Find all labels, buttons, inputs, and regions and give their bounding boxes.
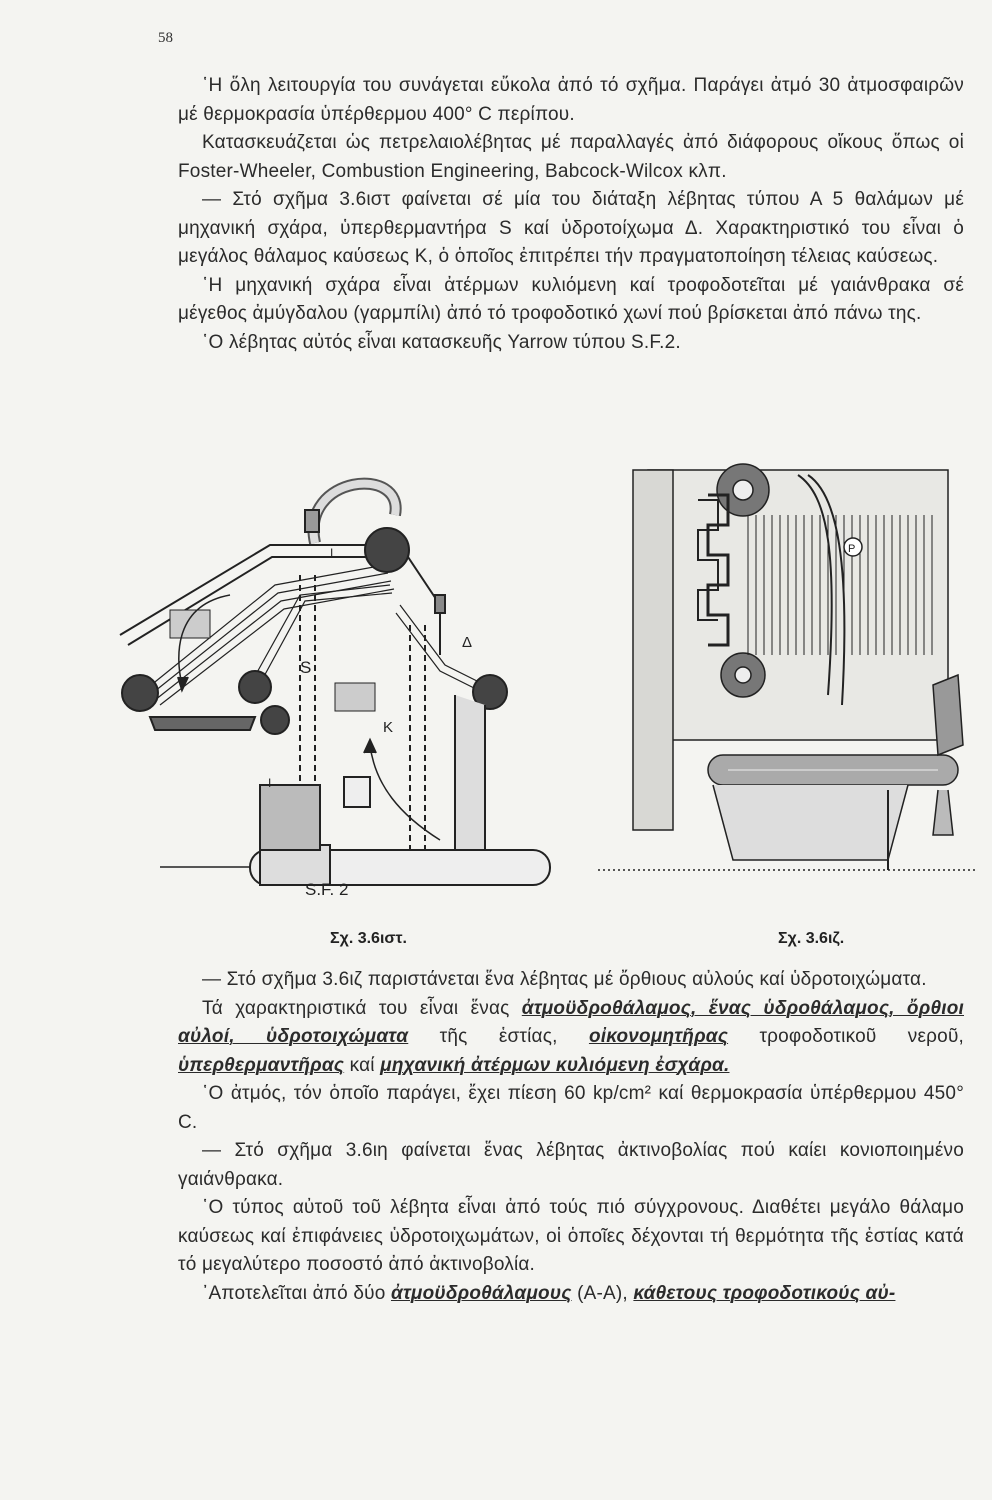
caption-figure-3-6ist: Σχ. 3.6ιστ. (330, 930, 407, 947)
paragraph-figure-3-6ist: — Στό σχῆμα 3.6ιστ φαίνεται σέ μία του διάταξη λέβητας τύπου Α 5 θαλάμων μέ μηχανική σχάρα, ὑπερθερμαντήρα S καί ὑδροτοίχωμα Δ. Χαρακτηριστικό του εἶναι ὁ μεγάλος θάλαμος καύσεως Κ, ὁ ὁποῖος ἐπιτρέπει τήν πραγματοποίηση τέλειας καύσεως. (178, 189, 964, 267)
paragraph-composition (178, 1280, 964, 1309)
text-run: τῆς ἑστίας, (408, 1026, 589, 1047)
emphasis-feed-tubes: κάθετους τροφοδοτικούς αὐ- (633, 1282, 896, 1304)
bottom-text-block (178, 966, 964, 1308)
label-marker-top: I (330, 546, 334, 560)
paragraph-figure-3-6ih: — Στό σχῆμα 3.6ιη φαίνεται ἕνας λέβητας ἀκτινοβολίας πού καίει κονιοποιημένο γαιάνθρακα. (178, 1140, 964, 1190)
caption-figure-3-6iz: Σχ. 3.6ιζ. (778, 930, 845, 947)
page-number: 58 (158, 30, 173, 46)
paragraph-grate: ῾Η μηχανική σχάρα εἶναι ἀτέρμων κυλιόμενη καί τροφοδοτεῖται μέ γαιάνθρακα σέ μέγεθος ἀμύγδαλου (γαρμπίλι) ἀπό τό τροφοδοτικό χωνί πού βρίσκεται ἀπό πάνω της. (178, 274, 964, 324)
paragraph-characteristics (178, 995, 964, 1081)
emphasis-superheater: ὑπερθερμαντῆρας (178, 1054, 345, 1076)
text-run: ᾿Αποτελεῖται ἀπό δύο (202, 1282, 391, 1304)
label-chamber-k: Κ (383, 719, 394, 736)
label-superheater-s: S (300, 658, 312, 677)
text-run: (Α-Α), (571, 1282, 634, 1304)
label-sf2: S.F. 2 (305, 880, 349, 899)
vertical-tube-boiler-drawing (588, 435, 983, 890)
paragraph-manufacturers: Κατασκευάζεται ὡς πετρελαιολέβητας μέ παραλλαγές ἀπό διάφορους οἴκους ὅπως οἱ Foster-Wheeler, Combustion Engineering, Babcock-Wilcox κλπ. (178, 132, 964, 182)
text-run: Τά χαρακτηριστικά του εἶναι ἕνας (202, 997, 522, 1019)
text-run: καί (344, 1054, 381, 1076)
paragraph-modern-type: ῾Ο τύπος αὐτοῦ τοῦ λέβητα εἶναι ἀπό τούς πιό σύγχρονους. Διαθέτει μεγάλο θάλαμο καύσεως καί ἐπιφάνειες ὑδροτοιχωμάτων, οἱ ὁποῖες δέχονται τή θερμότητα τῆς ἑστίας κατά τό μεγαλύτερο ποσοστό ἀπό ἀκτινοβολία. (178, 1197, 964, 1275)
boiler-sf2-drawing (100, 455, 570, 905)
paragraph-figure-3-6iz: — Στό σχῆμα 3.6ιζ παριστάνεται ἕνα λέβητας μέ ὄρθιους αὐλούς καί ὑδροτοιχώματα. (202, 969, 927, 990)
figure-vertical-tube-boiler (588, 435, 983, 890)
label-marker-left: I (268, 776, 272, 790)
emphasis-grate: μηχανική ἀτέρμων κυλιόμενη ἐσχάρα. (380, 1054, 730, 1076)
emphasis-drums-tubes: ἀτμοϋδροθάλαμος, ἕνας ὑδροθάλαμος, ὄρθιοι αὐλοί, ὑδροτοιχώματα (178, 997, 964, 1047)
label-valve-p: P (848, 543, 856, 555)
emphasis-steam-drums: ἀτμοϋδροθάλαμους (390, 1282, 572, 1304)
figure-boiler-sf2 (100, 455, 570, 905)
paragraph-operation: ῾Η ὅλη λειτουργία του συνάγεται εὔκολα ἀπό τό σχῆμα. Παράγει ἀτμό 30 ἀτμοσφαιρῶν μέ θερμοκρασία ὑπέρθερμου 400° C περίπου. (178, 75, 964, 125)
top-text-block (178, 72, 964, 357)
emphasis-economizer: οἰκονομητῆρας (588, 1026, 729, 1047)
label-waterwall-delta: Δ (462, 634, 473, 651)
text-run: τροφοδοτικοῦ νεροῦ, (728, 1026, 965, 1047)
paragraph-yarrow: ῾Ο λέβητας αὐτός εἶναι κατασκευῆς Yarrow τύπου S.F.2. (202, 331, 681, 353)
paragraph-steam-pressure: ῾Ο ἀτμός, τόν ὁποῖο παράγει, ἔχει πίεση 60 kp/cm² καί θερμοκρασία ὑπέρθερμου 450° C. (178, 1083, 964, 1133)
